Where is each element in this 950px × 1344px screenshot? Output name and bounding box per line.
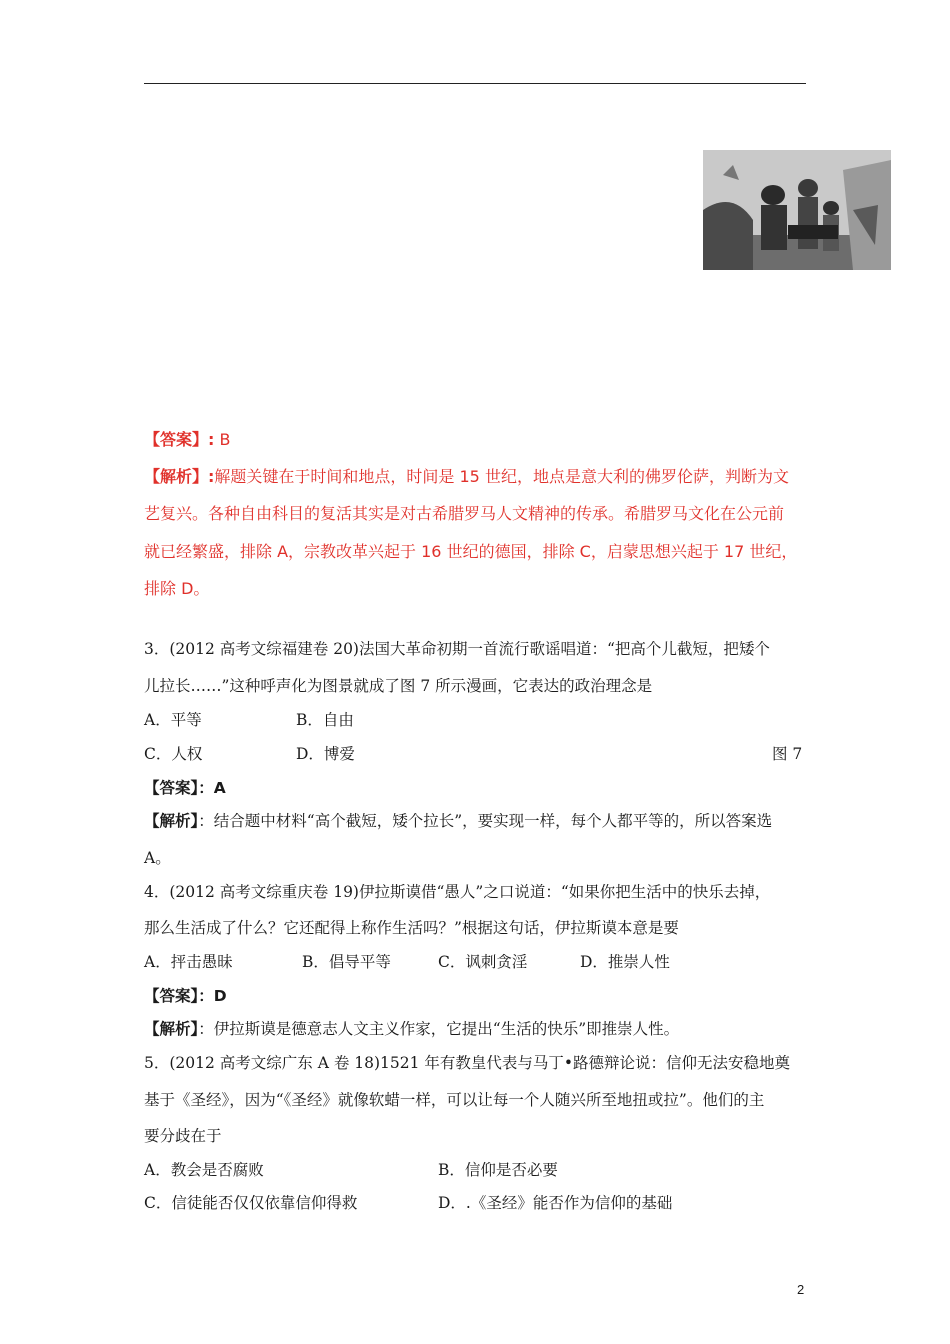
q5-stem-line-3: 要分歧在于: [144, 1127, 222, 1145]
q3-figure-label: 图 7: [772, 745, 803, 763]
q3-analysis-line-1: 【解析】：结合题中材料“高个截短，矮个拉长”，要实现一样，每个人都平等的，所以答案选: [144, 812, 773, 830]
q2-analysis-line-4: 排除 D。: [144, 579, 210, 598]
q3-stem-line-1: 3．(2012 高考文综福建卷 20)法国大革命初期一首流行歌谣唱道：“把高个儿截短，把矮个: [144, 640, 770, 658]
figure-7-cartoon-image: [703, 150, 891, 270]
q4-stem-line-2: 那么生活成了什么？它还配得上称作生活吗？”根据这句话，伊拉斯谟本意是要: [144, 919, 679, 937]
q4-option-c: C．讽刺贪淫: [438, 953, 528, 971]
q5-stem-line-2: 基于《圣经》，因为“《圣经》就像软蜡一样，可以让每一个人随兴所至地扭或拉”。他们的主: [144, 1091, 765, 1109]
q5-stem-line-1: 5．(2012 高考文综广东 A 卷 18)1521 年有教皇代表与马丁•路德辩论说：信仰无法安稳地奠: [144, 1054, 791, 1072]
q5-option-d: D．.《圣经》能否作为信仰的基础: [438, 1194, 673, 1212]
q4-option-d: D．推崇人性: [580, 953, 670, 971]
q2-answer-label: 【答案】:: [144, 430, 215, 449]
q3-option-d: D．博爱: [296, 745, 355, 763]
q4-stem-line-1: 4．(2012 高考文综重庆卷 19)伊拉斯谟借“愚人”之口说道：“如果你把生活中的快乐去掉，: [144, 883, 771, 901]
q4-option-b: B．倡导平等: [302, 953, 391, 971]
q5-option-b: B．信仰是否必要: [438, 1161, 558, 1179]
q4-analysis: 【解析】：伊拉斯谟是德意志人文主义作家，它提出“生活的快乐”即推崇人性。: [144, 1020, 680, 1038]
q3-analysis-line-2: A。: [144, 849, 171, 867]
q3-answer: 【答案】：A: [144, 779, 226, 797]
q3-stem-line-2: 儿拉长……”这种呼声化为图景就成了图 7 所示漫画，它表达的政治理念是: [144, 677, 653, 695]
q3-option-c: C．人权: [144, 745, 203, 763]
header-rule: [144, 83, 806, 84]
q4-analysis-label: 【解析】: [144, 1020, 199, 1038]
q4-option-a: A．抨击愚昧: [144, 953, 233, 971]
q5-option-a: A．教会是否腐败: [144, 1161, 264, 1179]
q2-analysis-label: 【解析】:: [144, 467, 215, 486]
q2-analysis-line-1: 【解析】:解题关键在于时间和地点，时间是 15 世纪，地点是意大利的佛罗伦萨，判断为文: [144, 467, 789, 486]
q3-option-a: A．平等: [144, 711, 202, 729]
q3-analysis-label: 【解析】: [144, 812, 199, 830]
q2-analysis-line-3: 就已经繁盛，排除 A，宗教改革兴起于 16 世纪的德国，排除 C，启蒙思想兴起于 17 世纪，: [144, 542, 798, 561]
q3-option-b: B．自由: [296, 711, 354, 729]
q4-answer: 【答案】：D: [144, 987, 227, 1005]
q5-option-c: C．信徒能否仅仅依靠信仰得救: [144, 1194, 358, 1212]
q2-answer: [144, 427, 814, 450]
page-number: 2: [797, 1282, 805, 1297]
q2-analysis-line-2: 艺复兴。各种自由科目的复活其实是对古希腊罗马人文精神的传承。希腊罗马文化在公元前: [144, 504, 785, 523]
q2-answer-value: B: [219, 430, 231, 449]
